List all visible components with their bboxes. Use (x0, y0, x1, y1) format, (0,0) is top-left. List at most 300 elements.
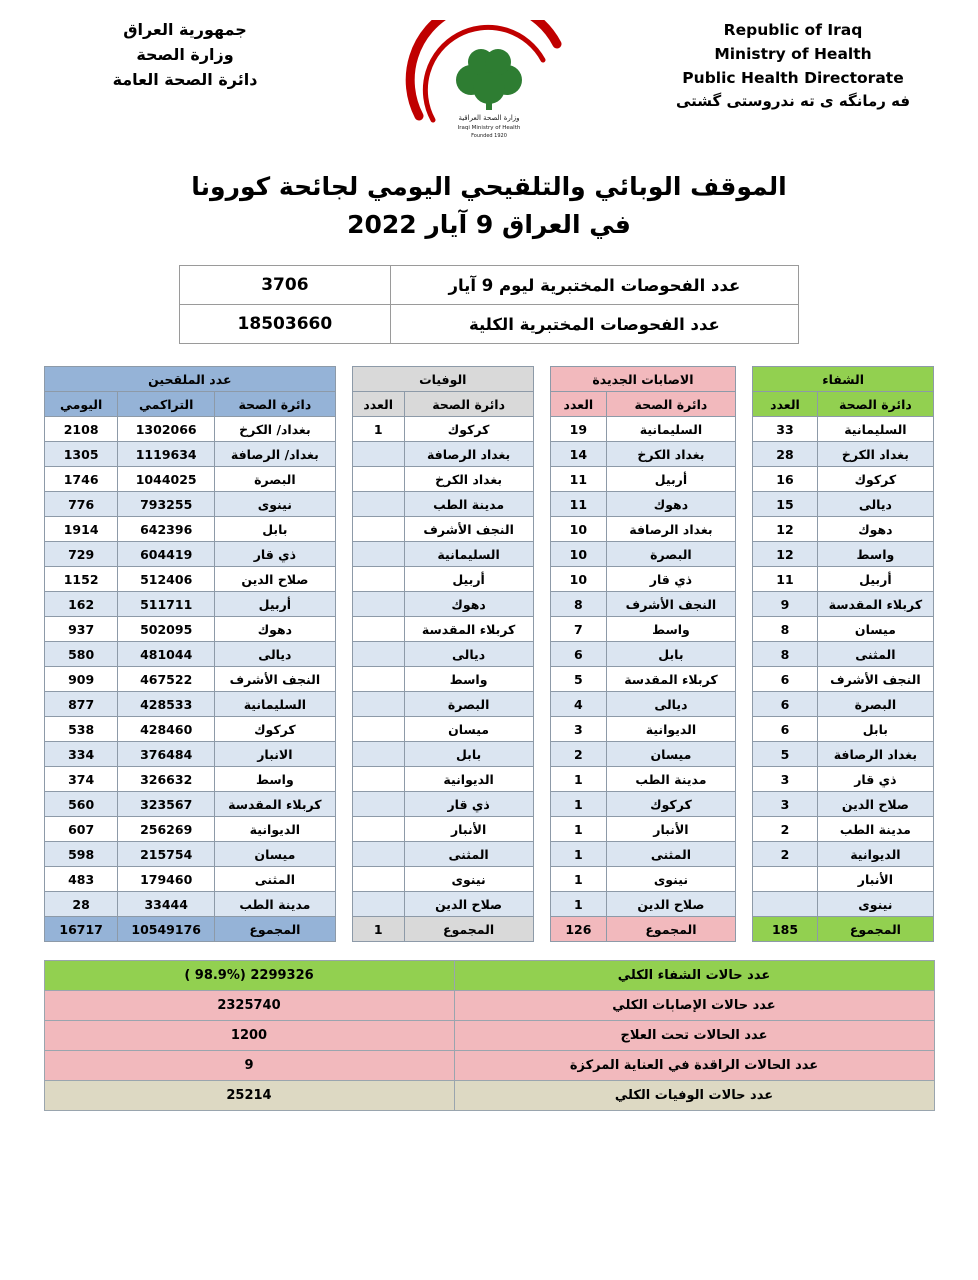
death-directorate: صلاح الدين (404, 892, 533, 917)
section-title-vaccinated: عدد الملقحين (45, 367, 336, 392)
vac-cumulative: 326632 (118, 767, 215, 792)
spacer-cell (736, 867, 753, 892)
table-row (45, 517, 934, 542)
spacer-cell (736, 917, 753, 942)
table-row (180, 305, 799, 344)
death-directorate: أربيل (404, 567, 533, 592)
vac-cumulative: 376484 (118, 742, 215, 767)
table-row (45, 767, 934, 792)
spacer-cell (533, 917, 550, 942)
cure-directorate: السليمانية (817, 417, 933, 442)
section-title-new-cases: الاصابات الجديدة (550, 367, 735, 392)
spacer-cell (533, 792, 550, 817)
spacer-cell (533, 442, 550, 467)
vac-cumulative: 481044 (118, 642, 215, 667)
new-directorate: نينوى (606, 867, 735, 892)
spacer-cell (335, 792, 352, 817)
death-directorate: ديالى (404, 642, 533, 667)
new-directorate: كركوك (606, 792, 735, 817)
cure-directorate: بغداد الرصافة (817, 742, 933, 767)
vac-directorate: المثنى (215, 867, 336, 892)
vac-daily: 162 (45, 592, 118, 617)
vac-directorate: الانبار (215, 742, 336, 767)
vac-directorate: كركوك (215, 717, 336, 742)
new-count: 3 (550, 717, 606, 742)
spacer-cell (335, 817, 352, 842)
new-directorate: ميسان (606, 742, 735, 767)
spacer-cell (736, 842, 753, 867)
death-count (352, 817, 404, 842)
new-count: 8 (550, 592, 606, 617)
spacer-cell (736, 542, 753, 567)
table-row (45, 592, 934, 617)
death-count (352, 467, 404, 492)
new-count: 11 (550, 467, 606, 492)
vac-directorate: بغداد/ الرصافة (215, 442, 336, 467)
spacer-cell (736, 767, 753, 792)
new-col-directorate: دائرة الصحة (606, 392, 735, 417)
vac-daily: 28 (45, 892, 118, 917)
death-directorate: بغداد الكرخ (404, 467, 533, 492)
header-arabic-block (40, 18, 330, 92)
lab-tests-table (179, 265, 799, 344)
summary-label-icu-cases: عدد الحالات الراقدة في العناية المركزة (454, 1051, 934, 1081)
table-row (45, 742, 934, 767)
cure-directorate: ديالى (817, 492, 933, 517)
cure-directorate: نينوى (817, 892, 933, 917)
spacer-cell (335, 517, 352, 542)
spacer-cell (736, 717, 753, 742)
new-directorate: الأنبار (606, 817, 735, 842)
vac-directorate: النجف الأشرف (215, 667, 336, 692)
cure-count: 8 (753, 642, 818, 667)
death-directorate: نينوى (404, 867, 533, 892)
new-directorate: بغداد الكرخ (606, 442, 735, 467)
spacer-cell (533, 692, 550, 717)
new-count: 5 (550, 667, 606, 692)
ministry-logo (374, 18, 604, 140)
header-english-line-3: Public Health Directorate (682, 69, 904, 88)
death-directorate: كركوك (404, 417, 533, 442)
section-title-cure: الشفاء (753, 367, 934, 392)
summary-label-total-recovered: عدد حالات الشفاء الكلي (454, 961, 934, 991)
cure-directorate: واسط (817, 542, 933, 567)
new-total-value: 126 (550, 917, 606, 942)
cure-count: 12 (753, 542, 818, 567)
death-total-label: المجموع (404, 917, 533, 942)
vac-daily: 877 (45, 692, 118, 717)
vac-cumulative: 179460 (118, 867, 215, 892)
vac-directorate: ميسان (215, 842, 336, 867)
spacer-cell (736, 742, 753, 767)
vac-daily: 2108 (45, 417, 118, 442)
new-count: 14 (550, 442, 606, 467)
new-count: 19 (550, 417, 606, 442)
spacer-cell (736, 667, 753, 692)
spacer-cell (335, 492, 352, 517)
vac-daily: 598 (45, 842, 118, 867)
spacer-cell (335, 467, 352, 492)
spacer-cell (533, 767, 550, 792)
death-col-count: العدد (352, 392, 404, 417)
death-directorate: مدينة الطب (404, 492, 533, 517)
death-directorate: ذي قار (404, 792, 533, 817)
table-row (45, 542, 934, 567)
spacer-cell (736, 417, 753, 442)
vac-daily: 1746 (45, 467, 118, 492)
cure-directorate: صلاح الدين (817, 792, 933, 817)
vac-cumulative: 215754 (118, 842, 215, 867)
new-count: 11 (550, 492, 606, 517)
death-count (352, 642, 404, 667)
spacer-cell (533, 842, 550, 867)
header-english-line-1: Republic of Iraq (723, 21, 863, 39)
vac-cumulative: 33444 (118, 892, 215, 917)
vac-directorate: مدينة الطب (215, 892, 336, 917)
spacer-cell (736, 367, 753, 392)
death-count (352, 867, 404, 892)
svg-text:Founded 1920: Founded 1920 (470, 133, 507, 139)
spacer-cell (335, 592, 352, 617)
page-title (0, 168, 978, 243)
vac-directorate: كربلاء المقدسة (215, 792, 336, 817)
table-row (45, 867, 934, 892)
cure-col-count: العدد (753, 392, 818, 417)
spacer-cell (335, 442, 352, 467)
vac-daily: 560 (45, 792, 118, 817)
total-tests-label: عدد الفحوصات المختبرية الكلية (390, 305, 798, 344)
death-count (352, 592, 404, 617)
spacer-cell (335, 767, 352, 792)
summary-label-total-cases: عدد حالات الإصابات الكلي (454, 991, 934, 1021)
death-count (352, 617, 404, 642)
page-title-line-2: في العراق 9 آيار 2022 (347, 209, 631, 239)
ministry-logo-graphic (397, 20, 582, 140)
death-directorate: ميسان (404, 717, 533, 742)
spacer-cell (533, 417, 550, 442)
spacer-cell (736, 567, 753, 592)
section-titles-row (45, 367, 934, 392)
vac-directorate: دهوك (215, 617, 336, 642)
death-count (352, 542, 404, 567)
cure-count: 5 (753, 742, 818, 767)
new-directorate: صلاح الدين (606, 892, 735, 917)
spacer-cell (335, 742, 352, 767)
page-title-line-1: الموقف الوبائي والتلقيحي اليومي لجائحة كورونا (191, 172, 787, 201)
death-count (352, 567, 404, 592)
cure-directorate: الأنبار (817, 867, 933, 892)
death-count (352, 767, 404, 792)
death-total-value: 1 (352, 917, 404, 942)
vac-cumulative: 793255 (118, 492, 215, 517)
vac-directorate: واسط (215, 767, 336, 792)
vac-total-label: المجموع (215, 917, 336, 942)
vac-cumulative: 256269 (118, 817, 215, 842)
main-statistics-grid (44, 366, 934, 942)
new-directorate: كربلاء المقدسة (606, 667, 735, 692)
cure-count: 33 (753, 417, 818, 442)
total-tests-value: 18503660 (180, 305, 391, 344)
cure-directorate: كركوك (817, 467, 933, 492)
header-arabic-line-1: جمهورية العراق (123, 20, 247, 39)
cure-directorate: دهوك (817, 517, 933, 542)
spacer-cell (736, 442, 753, 467)
new-count: 6 (550, 642, 606, 667)
death-directorate: بابل (404, 742, 533, 767)
spacer-cell (533, 867, 550, 892)
death-directorate: المثنى (404, 842, 533, 867)
cure-directorate: بغداد الكرخ (817, 442, 933, 467)
new-count: 1 (550, 817, 606, 842)
vac-total-cumulative: 10549176 (118, 917, 215, 942)
table-row (45, 442, 934, 467)
spacer-cell (736, 492, 753, 517)
new-directorate: ذي قار (606, 567, 735, 592)
death-count (352, 492, 404, 517)
cure-directorate: ميسان (817, 617, 933, 642)
vac-daily: 607 (45, 817, 118, 842)
vac-cumulative: 428460 (118, 717, 215, 742)
spacer-cell (335, 867, 352, 892)
table-row (45, 792, 934, 817)
new-count: 7 (550, 617, 606, 642)
spacer-cell (335, 667, 352, 692)
vac-directorate: البصرة (215, 467, 336, 492)
new-directorate: مدينة الطب (606, 767, 735, 792)
cure-count: 16 (753, 467, 818, 492)
vac-daily: 909 (45, 667, 118, 692)
new-directorate: المثنى (606, 842, 735, 867)
table-row (45, 892, 934, 917)
spacer-cell (335, 717, 352, 742)
death-directorate: كربلاء المقدسة (404, 617, 533, 642)
vac-directorate: نينوى (215, 492, 336, 517)
vac-directorate: بابل (215, 517, 336, 542)
spacer-cell (335, 367, 352, 392)
summary-value-total-cases: 2325740 (44, 991, 454, 1021)
vac-directorate: ديالى (215, 642, 336, 667)
new-count: 1 (550, 792, 606, 817)
spacer-cell (736, 792, 753, 817)
cure-count: 8 (753, 617, 818, 642)
spacer-cell (533, 367, 550, 392)
table-row (180, 266, 799, 305)
new-count: 10 (550, 542, 606, 567)
header-english-line-2: Ministry of Health (714, 45, 872, 64)
death-count (352, 517, 404, 542)
death-directorate: بغداد الرصافة (404, 442, 533, 467)
svg-text:Iraqi Ministry of Health: Iraqi Ministry of Health (457, 125, 520, 131)
vac-cumulative: 604419 (118, 542, 215, 567)
daily-tests-value: 3706 (180, 266, 391, 305)
vac-daily: 1914 (45, 517, 118, 542)
cure-count: 6 (753, 717, 818, 742)
spacer-cell (736, 642, 753, 667)
death-count (352, 742, 404, 767)
vac-daily: 580 (45, 642, 118, 667)
spacer-cell (335, 567, 352, 592)
new-col-count: العدد (550, 392, 606, 417)
spacer-cell (736, 592, 753, 617)
spacer-cell (533, 667, 550, 692)
spacer-cell (533, 617, 550, 642)
vac-cumulative: 502095 (118, 617, 215, 642)
table-row (44, 991, 934, 1021)
cure-directorate: النجف الأشرف (817, 667, 933, 692)
table-row (45, 417, 934, 442)
vac-daily: 1305 (45, 442, 118, 467)
spacer-cell (736, 517, 753, 542)
vac-daily: 776 (45, 492, 118, 517)
summary-label-total-deaths: عدد حالات الوفيات الكلي (454, 1081, 934, 1111)
new-directorate: واسط (606, 617, 735, 642)
table-row (44, 1051, 934, 1081)
death-directorate: الديوانية (404, 767, 533, 792)
death-directorate: واسط (404, 667, 533, 692)
vac-cumulative: 512406 (118, 567, 215, 592)
spacer-cell (736, 817, 753, 842)
cure-total-label: المجموع (817, 917, 933, 942)
summary-value-active-cases: 1200 (44, 1021, 454, 1051)
vac-cumulative: 511711 (118, 592, 215, 617)
column-headers-row (45, 392, 934, 417)
cure-count: 2 (753, 817, 818, 842)
spacer-cell (533, 892, 550, 917)
new-directorate: ديالى (606, 692, 735, 717)
spacer-cell (335, 842, 352, 867)
spacer-cell (335, 692, 352, 717)
vac-daily: 1152 (45, 567, 118, 592)
death-directorate: السليمانية (404, 542, 533, 567)
spacer-cell (533, 817, 550, 842)
cure-count (753, 867, 818, 892)
spacer-cell (533, 517, 550, 542)
summary-value-icu-cases: 9 (44, 1051, 454, 1081)
vac-daily: 374 (45, 767, 118, 792)
table-row (45, 642, 934, 667)
death-count (352, 792, 404, 817)
cure-total-value: 185 (753, 917, 818, 942)
vac-directorate: ذي قار (215, 542, 336, 567)
totals-row (45, 917, 934, 942)
cure-count: 2 (753, 842, 818, 867)
table-row (44, 1081, 934, 1111)
death-count (352, 442, 404, 467)
header-english-block (648, 18, 938, 113)
spacer-cell (335, 392, 352, 417)
vac-directorate: صلاح الدين (215, 567, 336, 592)
death-directorate: النجف الأشرف (404, 517, 533, 542)
vac-daily: 538 (45, 717, 118, 742)
cure-col-directorate: دائرة الصحة (817, 392, 933, 417)
spacer-cell (533, 742, 550, 767)
spacer-cell (736, 892, 753, 917)
spacer-cell (533, 492, 550, 517)
new-directorate: السليمانية (606, 417, 735, 442)
table-row (45, 667, 934, 692)
cure-directorate: ذي قار (817, 767, 933, 792)
vac-cumulative: 467522 (118, 667, 215, 692)
table-row (45, 692, 934, 717)
cure-directorate: البصرة (817, 692, 933, 717)
death-count (352, 692, 404, 717)
cure-directorate: الديوانية (817, 842, 933, 867)
svg-text:وزارة الصحة العراقية: وزارة الصحة العراقية (457, 114, 520, 122)
summary-value-total-recovered: 2299326 (98.9% ) (44, 961, 454, 991)
cure-count: 6 (753, 692, 818, 717)
death-directorate: دهوك (404, 592, 533, 617)
table-row (45, 467, 934, 492)
death-count (352, 667, 404, 692)
spacer-cell (335, 917, 352, 942)
spacer-cell (736, 692, 753, 717)
vac-directorate: السليمانية (215, 692, 336, 717)
cure-directorate: المثنى (817, 642, 933, 667)
new-directorate: دهوك (606, 492, 735, 517)
summary-value-total-deaths: 25214 (44, 1081, 454, 1111)
vac-directorate: أربيل (215, 592, 336, 617)
new-directorate: النجف الأشرف (606, 592, 735, 617)
new-directorate: بابل (606, 642, 735, 667)
death-count (352, 842, 404, 867)
spacer-cell (335, 542, 352, 567)
cure-directorate: بابل (817, 717, 933, 742)
spacer-cell (533, 392, 550, 417)
spacer-cell (533, 592, 550, 617)
table-row (45, 567, 934, 592)
vac-cumulative: 1044025 (118, 467, 215, 492)
cure-count (753, 892, 818, 917)
spacer-cell (736, 392, 753, 417)
new-directorate: أربيل (606, 467, 735, 492)
vac-daily: 483 (45, 867, 118, 892)
vac-col-cumulative: التراكمي (118, 392, 215, 417)
new-count: 1 (550, 867, 606, 892)
table-row (44, 961, 934, 991)
vac-col-daily: اليومي (45, 392, 118, 417)
spacer-cell (533, 642, 550, 667)
cure-count: 15 (753, 492, 818, 517)
summary-label-active-cases: عدد الحالات تحت العلاج (454, 1021, 934, 1051)
table-row (45, 492, 934, 517)
table-row (45, 717, 934, 742)
vac-daily: 937 (45, 617, 118, 642)
death-directorate: البصرة (404, 692, 533, 717)
daily-tests-label: عدد الفحوصات المختبرية ليوم 9 آيار (390, 266, 798, 305)
new-count: 1 (550, 767, 606, 792)
vac-cumulative: 323567 (118, 792, 215, 817)
vac-directorate: بغداد/ الكرخ (215, 417, 336, 442)
spacer-cell (335, 892, 352, 917)
cure-count: 12 (753, 517, 818, 542)
new-count: 4 (550, 692, 606, 717)
table-row (45, 817, 934, 842)
vac-total-daily: 16717 (45, 917, 118, 942)
header-arabic-line-2: وزارة الصحة (136, 44, 234, 64)
cure-directorate: مدينة الطب (817, 817, 933, 842)
death-directorate: الأنبار (404, 817, 533, 842)
vac-cumulative: 428533 (118, 692, 215, 717)
new-directorate: البصرة (606, 542, 735, 567)
cure-directorate: كربلاء المقدسة (817, 592, 933, 617)
death-count (352, 717, 404, 742)
vac-cumulative: 642396 (118, 517, 215, 542)
section-title-deaths: الوفيات (352, 367, 533, 392)
spacer-cell (335, 617, 352, 642)
new-count: 1 (550, 842, 606, 867)
statistics-table (44, 366, 934, 942)
vac-col-directorate: دائرة الصحة (215, 392, 336, 417)
